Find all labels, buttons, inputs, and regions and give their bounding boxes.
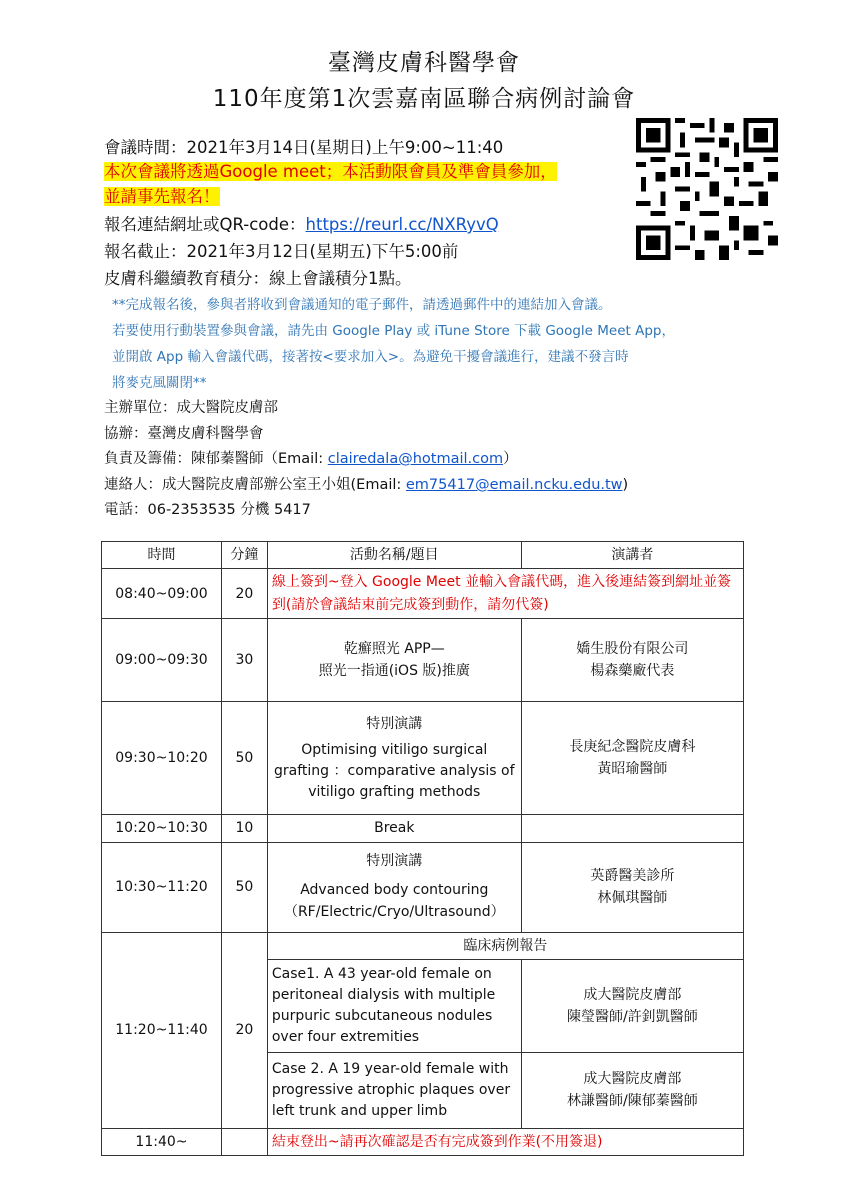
speaker-name: 陳瑩醫師/許釗凱醫師	[567, 1008, 698, 1025]
notice-text-2: 並請事先報名！	[104, 187, 220, 206]
row-time: 11:40~	[102, 1128, 222, 1155]
co-host: 協辦：臺灣皮膚科醫學會	[104, 426, 264, 442]
row-speaker	[521, 959, 743, 1052]
special-talk-tag: 特別演講	[366, 716, 423, 733]
instruction-line-4: 將麥克風關閉**	[112, 375, 207, 391]
phone: 電話：06-2353535 分機 5417	[104, 502, 311, 518]
talk-topic: （RF/Electric/Cryo/Ultrasound）	[283, 904, 505, 921]
row-time: 08:40~09:00	[102, 569, 222, 619]
notice-line-2	[104, 183, 220, 207]
credit: 皮膚科繼續教育積分：線上會議積分1點。	[104, 269, 412, 288]
row-speaker	[521, 619, 743, 702]
row-minutes: 50	[221, 702, 267, 815]
row-minutes: 20	[221, 569, 267, 619]
register-line	[104, 211, 499, 235]
host-unit: 主辦單位：成大醫院皮膚部	[104, 400, 278, 416]
instruction-line-2: 若要使用行動裝置參與會議，請先由 Google Play 或 iTune Store 下載 Google Meet App，	[112, 323, 675, 339]
activity-line: 照光一指通(iOS 版)推廣	[318, 663, 470, 680]
instruction-line-3: 並開啟 App 輸入會議代碼，接著按<要求加入>。為避免干擾會議進行，建議不發言時	[112, 349, 629, 365]
header-activity: 活動名稱/題目	[267, 542, 521, 569]
row-activity	[267, 842, 521, 932]
table-row	[102, 619, 744, 702]
row-minutes: 30	[221, 619, 267, 702]
row-time: 09:00~09:30	[102, 619, 222, 702]
row-speaker	[521, 815, 743, 842]
header-time: 時間	[102, 542, 222, 569]
organizer-label: 負責及籌備：陳郁蓁醫師（Email:	[104, 451, 328, 467]
table-row	[102, 815, 744, 842]
activity-line: 乾癬照光 APP—	[343, 640, 445, 657]
table-header-row	[102, 542, 744, 569]
register-label: 報名連結網址或QR-code：	[104, 215, 306, 234]
organizer-line	[104, 447, 518, 468]
row-activity: Break	[267, 815, 521, 842]
table-row	[102, 932, 744, 959]
row-activity: 結束登出~請再次確認是否有完成簽到作業(不用簽退)	[267, 1128, 743, 1155]
row-time: 09:30~10:20	[102, 702, 222, 815]
row-minutes: 20	[221, 932, 267, 1128]
row-minutes	[221, 1128, 267, 1155]
instruction-line-1: **完成報名後，參與者將收到會議通知的電子郵件，請透過郵件中的連結加入會議。	[112, 297, 612, 313]
org-title: 臺灣皮膚科醫學會	[328, 50, 520, 76]
row-minutes: 10	[221, 815, 267, 842]
table-row	[102, 569, 744, 619]
row-speaker	[521, 702, 743, 815]
meeting-time: 會議時間：2021年3月14日(星期日)上午9:00~11:40	[104, 138, 504, 157]
speaker-affiliation: 嬌生股份有限公司	[576, 640, 689, 657]
table-row	[102, 702, 744, 815]
row-speaker	[521, 842, 743, 932]
row-time: 10:20~10:30	[102, 815, 222, 842]
talk-topic: Advanced body contouring	[300, 881, 489, 898]
notice-text-1: 本次會議將透過Google meet；本活動限會員及準會員參加，	[104, 162, 557, 181]
header-speaker: 演講者	[521, 542, 743, 569]
event-title: 110年度第1次雲嘉南區聯合病例討論會	[212, 86, 636, 112]
row-activity	[267, 702, 521, 815]
speaker-name: 黃昭瑜醫師	[597, 761, 668, 778]
organizer-suffix: ）	[503, 451, 518, 467]
organizer-email-link[interactable]: clairedala@hotmail.com	[327, 451, 504, 467]
speaker-affiliation: 長庚紀念醫院皮膚科	[569, 738, 696, 755]
register-link[interactable]: https://reurl.cc/NXRyvQ	[305, 215, 499, 234]
row-minutes: 50	[221, 842, 267, 932]
case-section-title: 臨床病例報告	[267, 932, 743, 959]
case-title: Case 2. A 19 year-old female with progressive atrophic plaques over left trunk and upper limb	[267, 1052, 521, 1128]
row-activity: 線上簽到~登入 Google Meet 並輸入會議代碼，進入後連結簽到網址並簽到(請於會議結束前完成簽到動作，請勿代簽)	[267, 569, 743, 619]
deadline: 報名截止：2021年3月12日(星期五)下午5:00前	[104, 242, 459, 261]
qr-code-icon[interactable]	[636, 118, 778, 260]
speaker-affiliation: 成大醫院皮膚部	[583, 986, 682, 1003]
contact-email-link[interactable]: em75417@email.ncku.edu.tw	[405, 477, 623, 493]
contact-suffix: )	[622, 477, 629, 493]
agenda-table	[101, 541, 744, 1156]
row-time: 11:20~11:40	[102, 932, 222, 1128]
speaker-affiliation: 成大醫院皮膚部	[583, 1071, 682, 1088]
row-speaker	[521, 1052, 743, 1128]
table-row	[102, 842, 744, 932]
special-talk-tag: 特別演講	[366, 853, 423, 870]
row-activity	[267, 619, 521, 702]
contact-line	[104, 473, 628, 494]
speaker-name: 林謙醫師/陳郁蓁醫師	[567, 1093, 698, 1110]
speaker-affiliation: 英爵醫美診所	[590, 867, 675, 884]
contact-label: 連絡人：成大醫院皮膚部辦公室王小姐(Email:	[104, 477, 406, 493]
table-row	[102, 1128, 744, 1155]
row-time: 10:30~11:20	[102, 842, 222, 932]
case-title: Case1. A 43 year-old female on peritoneal dialysis with multiple purpuric subcutaneous nodules over four extremities	[267, 959, 521, 1052]
header-minutes: 分鐘	[221, 542, 267, 569]
talk-topic: Optimising vitiligo surgical grafting ：comparative analysis of vitiligo grafting methods	[274, 741, 515, 800]
notice-line-1	[104, 158, 557, 182]
speaker-name: 林佩琪醫師	[597, 890, 668, 907]
speaker-name: 楊森藥廠代表	[590, 663, 675, 680]
